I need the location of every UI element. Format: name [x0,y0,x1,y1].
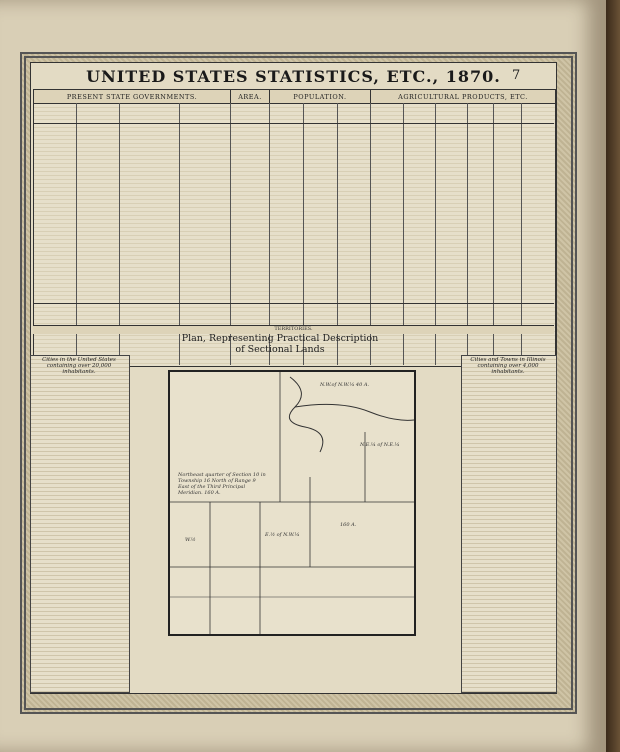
page-number: 7 [512,68,521,83]
label-e: E.½ of N.W.¼ [265,532,300,538]
cities-illinois-table [461,355,557,693]
cities-illinois-title: Cities and Towns in Illinois containing over 4,000 inhabitants. [470,357,546,375]
label-half: 160 A. [340,522,357,528]
table-rule [33,123,554,124]
page-title: UNITED STATES STATISTICS, ETC., 1870. [86,67,501,86]
label-w: W.½ [185,537,196,543]
plan-note: Northeast quarter of Section 10 in Township 16 North of Range 9 East of the Third Principal Meridian. 160 A. [178,472,266,496]
book-spine [606,0,620,752]
section-plan [168,370,416,636]
header-area: AREA. [230,89,270,105]
label-nw: N.W.of N.W.¼ 40 A. [320,382,370,388]
header-agricultural: AGRICULTURAL PRODUCTS, ETC. [370,89,556,105]
header-population: POPULATION. [269,89,371,105]
plan-drawing [170,372,414,634]
table-rule [33,303,554,304]
cities-us-title: Cities in the United States containing over 20,000 inhabitants. [42,357,116,375]
label-ne: N.E.¼ of N.E.¼ [360,442,400,448]
plan-title: Plan, Representing Practical Description of Sectional Lands [181,333,379,355]
territories-header: TERRITORIES. [33,325,554,334]
cities-us-table [30,355,130,693]
header-state-governments: PRESENT STATE GOVERNMENTS. [33,89,231,105]
